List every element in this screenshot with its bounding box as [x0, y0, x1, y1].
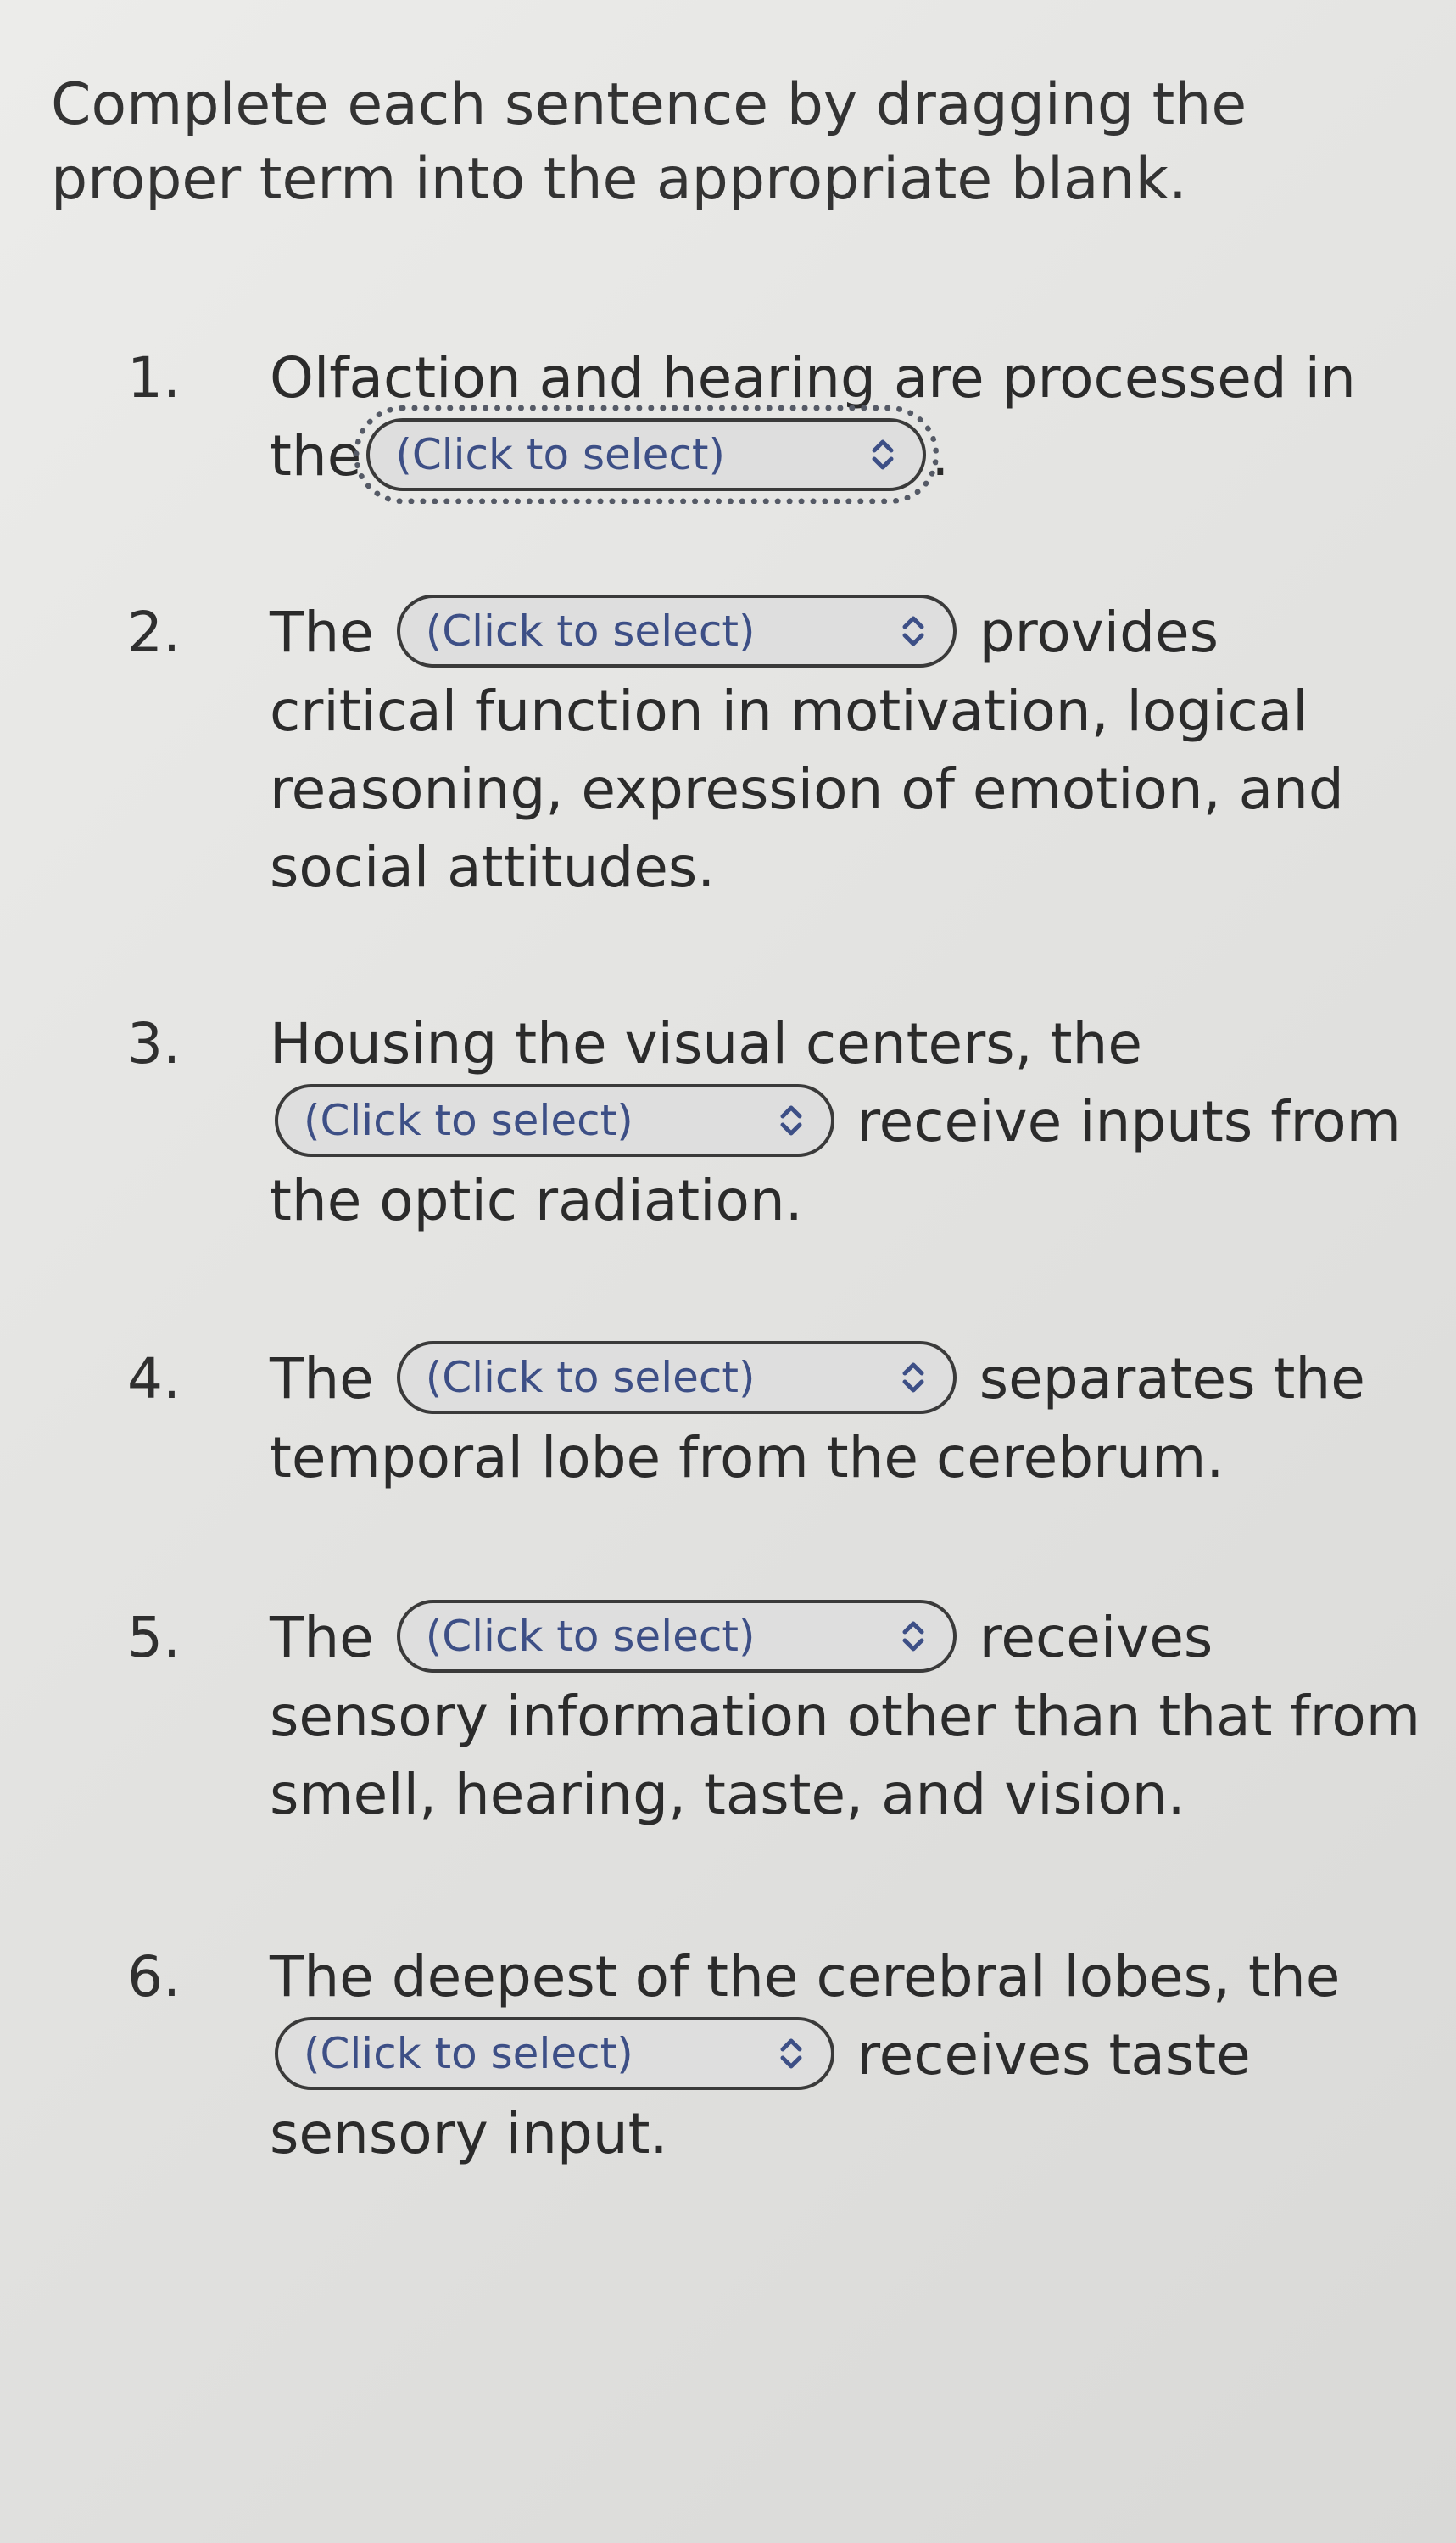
sentence-after: receives taste sensory input. [270, 2022, 1251, 2166]
sentence-before: The [270, 1346, 374, 1411]
select-placeholder: (Click to select) [395, 429, 726, 479]
select-placeholder: (Click to select) [425, 1352, 756, 1402]
select-placeholder: (Click to select) [425, 606, 756, 656]
instructions-text: Complete each sentence by dragging the proper term into the appropriate blank. [51, 71, 1247, 213]
sentence-before: The deepest of the cerebral lobes, the [270, 1944, 1341, 2009]
question-number: 1. [127, 345, 181, 411]
question-text [270, 594, 1423, 907]
select-placeholder: (Click to select) [304, 2028, 633, 2078]
question-text [270, 1938, 1423, 2173]
sentence-before: The [270, 600, 374, 665]
up-down-chevron-icon [899, 612, 928, 651]
sentence-after: receive inputs from the optic radiation. [270, 1089, 1401, 1233]
sentence-after: provides critical function in motivation, logical reasoning, expression of emotion, and social attitudes. [270, 600, 1344, 900]
term-select-1[interactable] [366, 418, 926, 491]
term-select-3[interactable] [275, 1084, 834, 1157]
sentence-before: Housing the visual centers, the [270, 1011, 1142, 1076]
question-text [270, 1005, 1423, 1240]
up-down-chevron-icon [777, 1101, 806, 1140]
sentence-before: Olfaction and hearing are processed in the [270, 345, 1356, 489]
sentence-after: receives sensory information other than that from smell, hearing, taste, and vision. [270, 1605, 1421, 1827]
sentence-after: separates the temporal lobe from the cerebrum. [270, 1346, 1365, 1490]
question-text [270, 339, 1423, 496]
up-down-chevron-icon [868, 435, 897, 474]
question-number: 3. [127, 1011, 181, 1076]
question-text [270, 1340, 1423, 1497]
sentence-before: The [270, 1605, 374, 1670]
up-down-chevron-icon [777, 2034, 806, 2073]
sentence-after: . [931, 423, 950, 489]
term-select-6[interactable] [275, 2017, 834, 2090]
question-number: 4. [127, 1346, 181, 1411]
question-text [270, 1599, 1423, 1834]
term-select-5[interactable] [397, 1600, 957, 1673]
question-number: 2. [127, 600, 181, 665]
up-down-chevron-icon [899, 1617, 928, 1656]
term-select-4[interactable] [397, 1341, 957, 1414]
term-select-2[interactable] [397, 595, 957, 668]
select-placeholder: (Click to select) [425, 1611, 756, 1661]
select-placeholder: (Click to select) [304, 1095, 633, 1145]
up-down-chevron-icon [899, 1358, 928, 1397]
question-number: 6. [127, 1944, 181, 2009]
question-number: 5. [127, 1605, 181, 1670]
